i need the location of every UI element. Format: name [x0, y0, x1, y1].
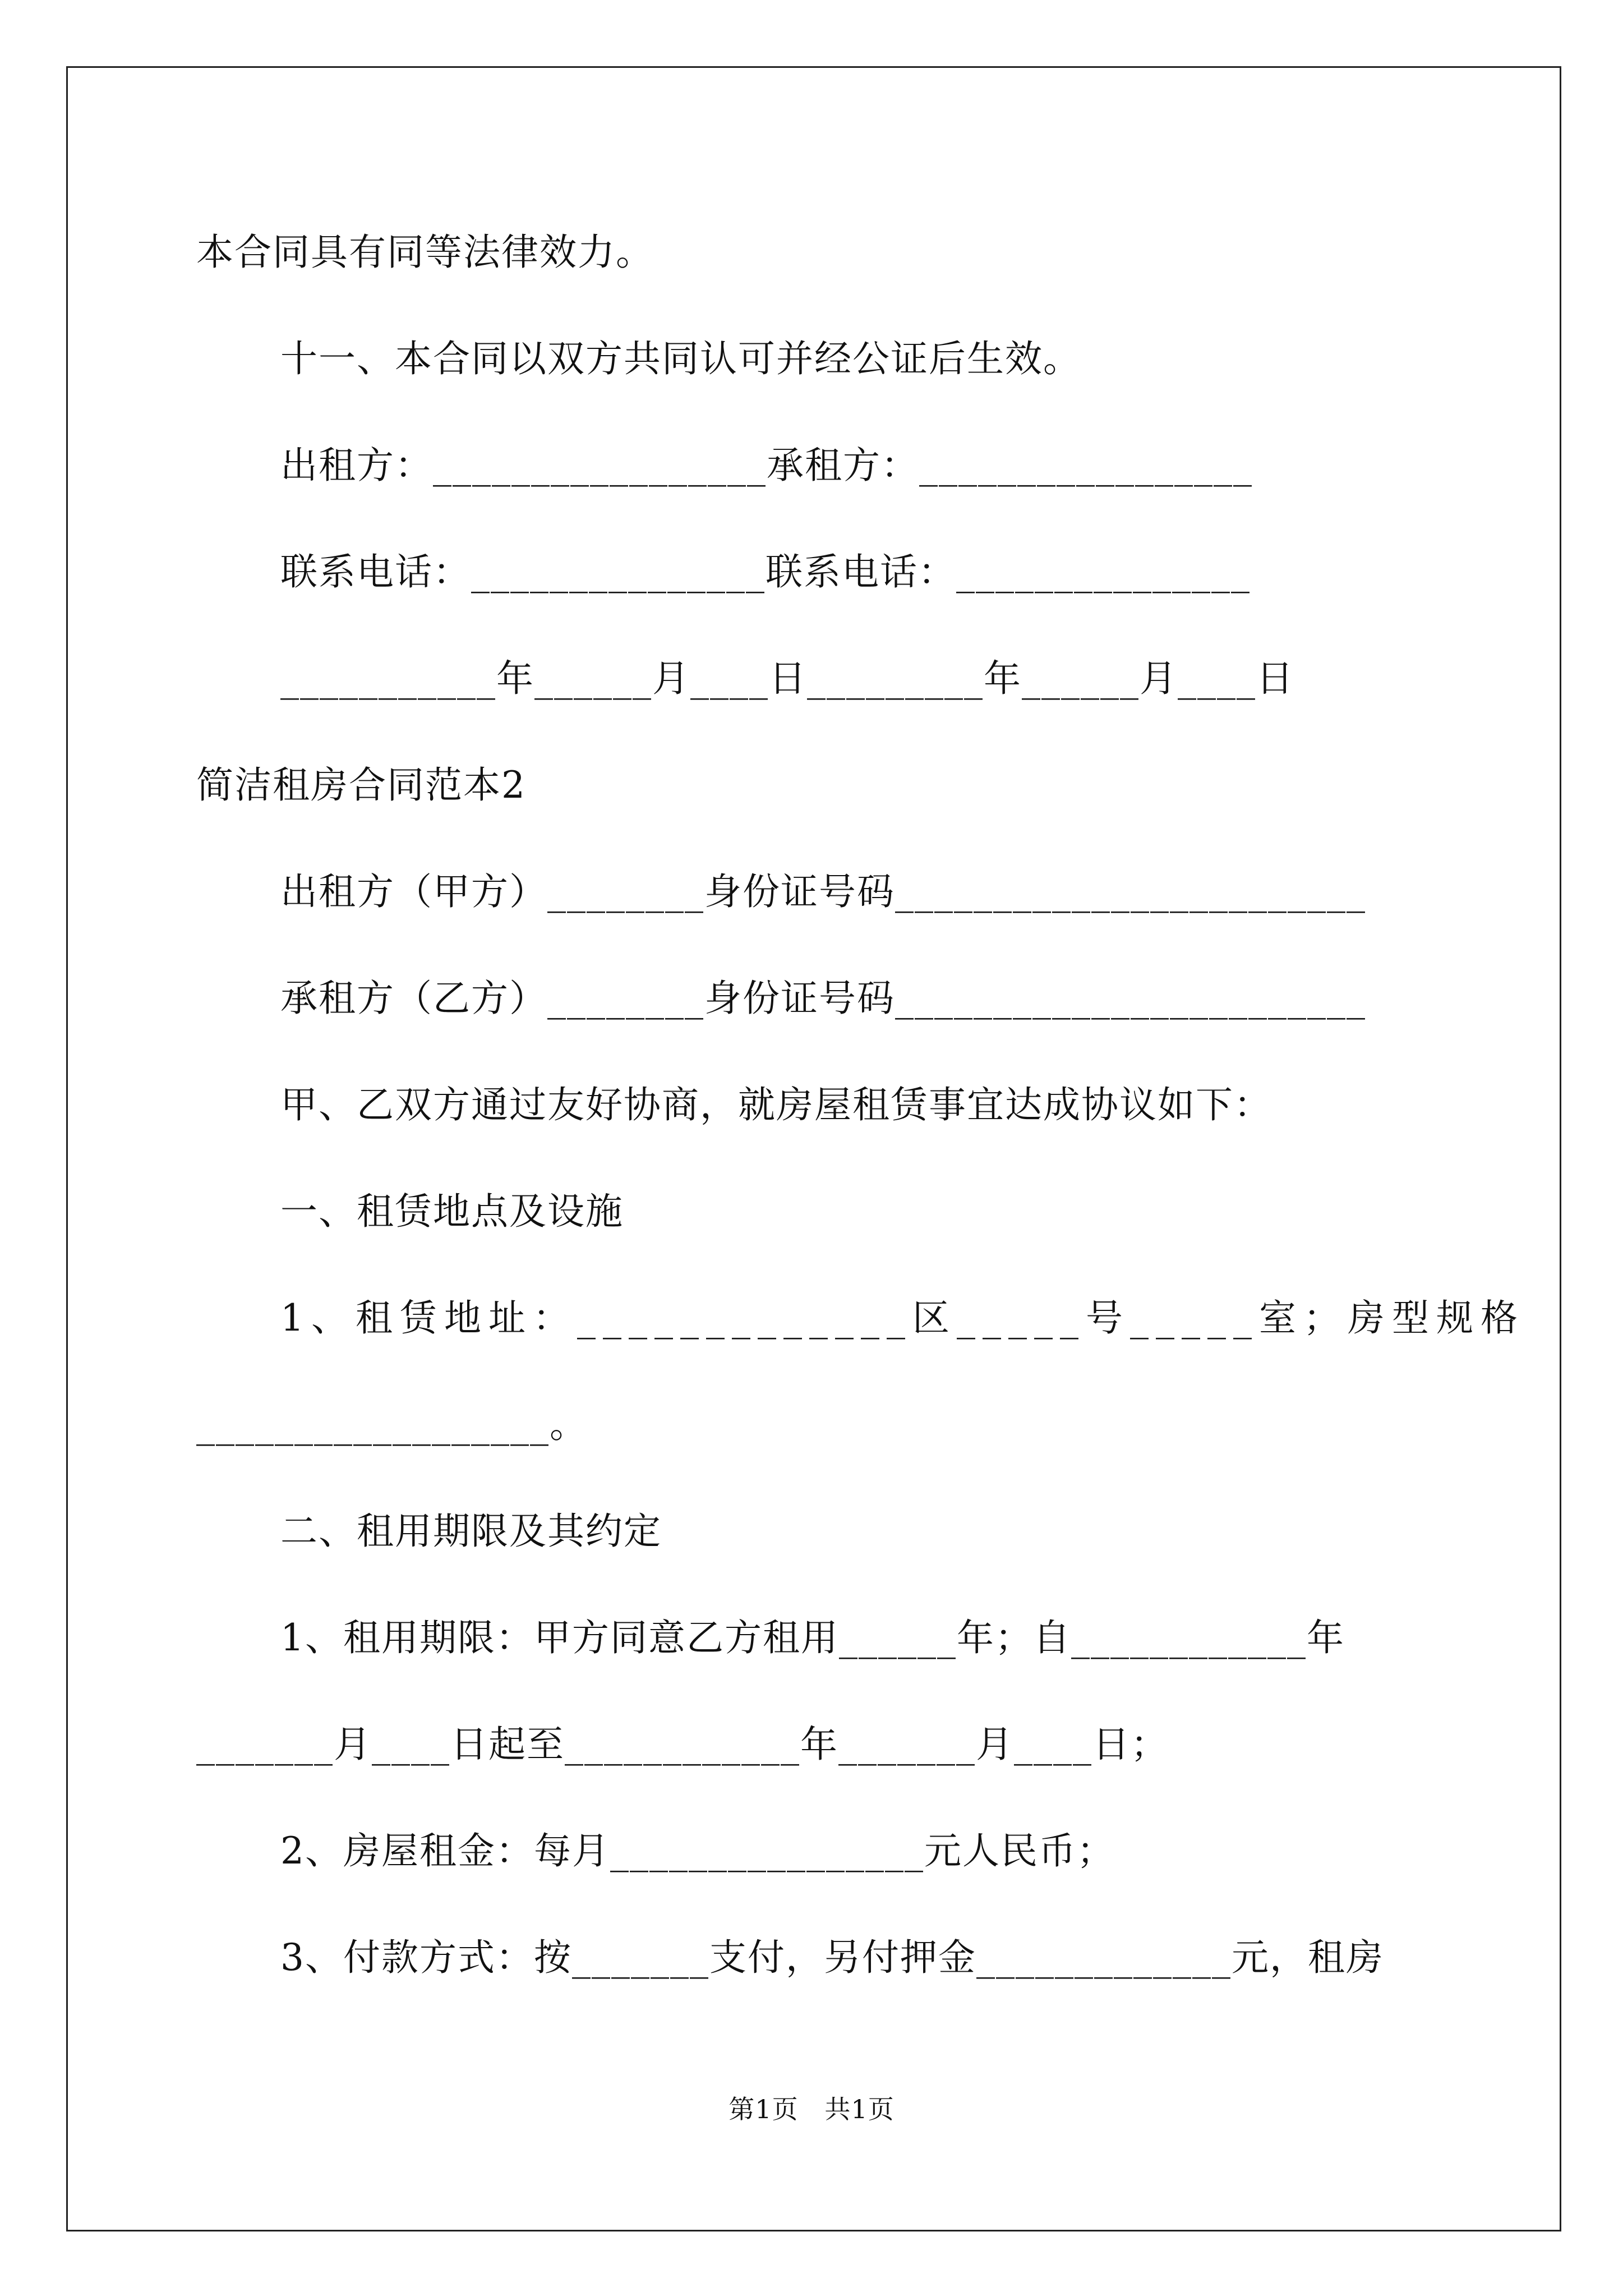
lease-address-line: 1、租赁地址：_____________区_____号_____室；房型规格 [280, 1296, 1525, 1340]
heading-location-facilities: 一、租赁地点及设施 [280, 1190, 624, 1233]
signature-parties-line: 出租方：_________________承租方：_________________ [280, 444, 1253, 487]
lessor-info-line: 出租方（甲方）________身份证号码________________________ [280, 870, 1366, 913]
page-border [66, 66, 1561, 2231]
lessee-info-line: 承租方（乙方）________身份证号码________________________ [280, 977, 1366, 1020]
rent-line: 2、房屋租金：每月________________元人民币； [280, 1829, 1115, 1872]
agreement-intro: 甲、乙双方通过友好协商，就房屋租赁事宜达成协议如下： [280, 1083, 1272, 1126]
section-title: 简洁租房合同范本2 [196, 763, 526, 807]
lease-term-line: 1、租用期限：甲方同意乙方租用______年；自____________年 [280, 1616, 1345, 1659]
page-number-footer: 第1页 共1页 [728, 2094, 895, 2124]
clause-11-text: 十一、本合同以双方共同认可并经公证后生效。 [280, 337, 1081, 380]
text-line-continuation: 本合同具有同等法律效力。 [196, 231, 654, 274]
signature-date-line: ___________年______月____日_________年______月____日 [280, 657, 1294, 700]
contact-phone-line: 联系电话：_______________联系电话：_______________ [280, 550, 1251, 593]
lease-term-continuation: _______月____日起至____________年_______月____日； [196, 1723, 1169, 1766]
room-type-continuation: __________________。 [196, 1403, 588, 1446]
heading-lease-term: 二、租用期限及其约定 [280, 1510, 662, 1553]
payment-method-line: 3、付款方式：按_______支付，另付押金_____________元，租房 [280, 1936, 1384, 1979]
